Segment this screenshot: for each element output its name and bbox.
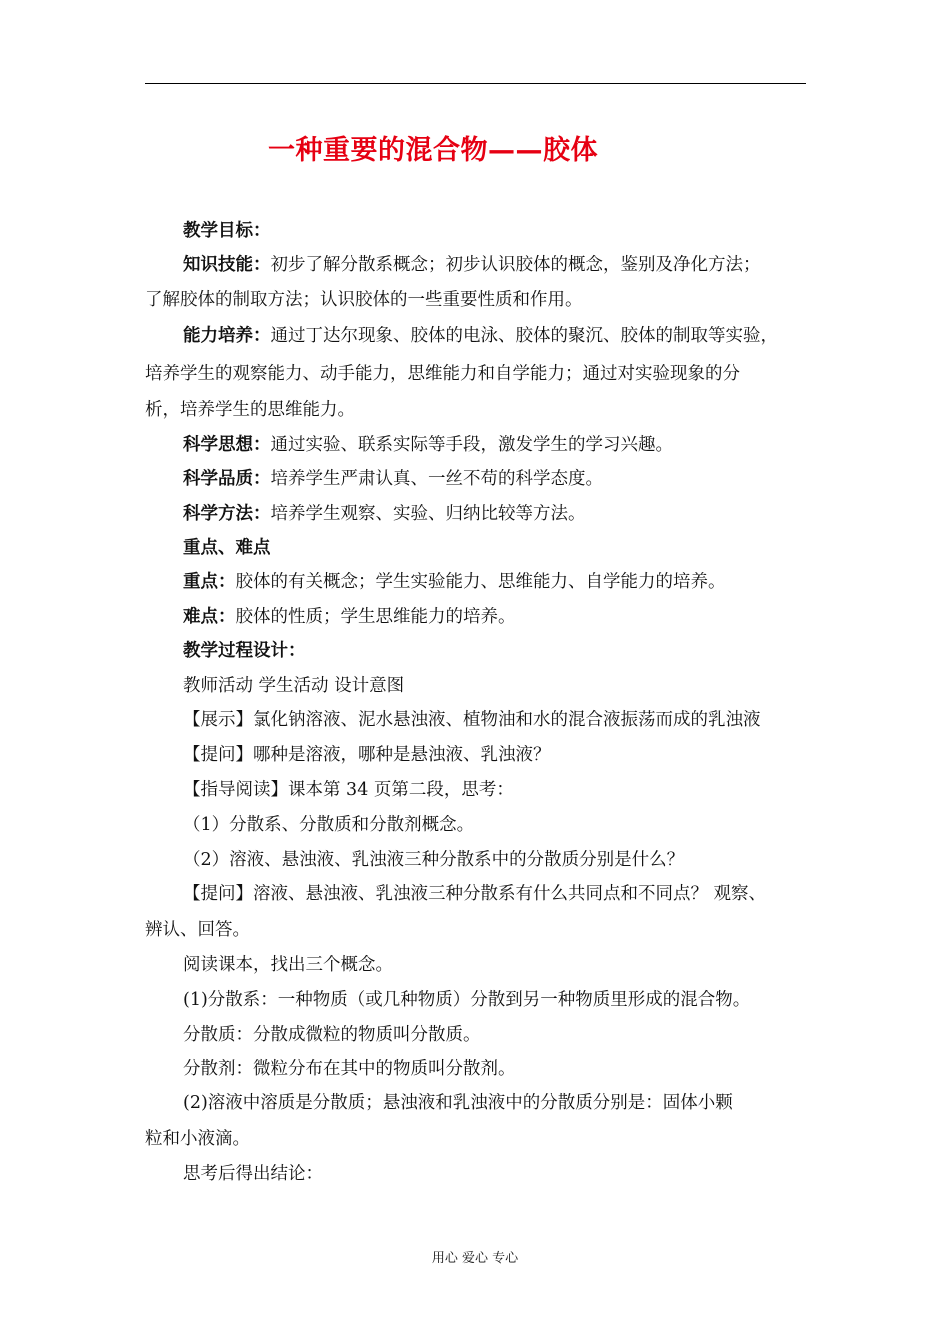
process-line: 粒和小液滴。 xyxy=(145,1129,250,1149)
key-point-text: 胶体的有关概念；学生实验能力、思维能力、自学能力的培养。 xyxy=(235,572,726,592)
process-heading: 教学过程设计： xyxy=(183,641,306,661)
ability-line3: 析，培养学生的思维能力。 xyxy=(145,400,355,420)
scientific-thinking-text: 通过实验、联系实际等手段，激发学生的学习兴趣。 xyxy=(270,435,673,455)
scientific-quality-line xyxy=(183,466,810,492)
key-point-label: 重点： xyxy=(183,572,236,592)
process-line: 分散剂：微粒分布在其中的物质叫分散剂。 xyxy=(183,1059,516,1079)
process-line: （2）溶液、悬浊液、乳浊液三种分散系中的分散质分别是什么？ xyxy=(183,850,685,870)
scientific-quality-text: 培养学生严肃认真、一丝不苟的科学态度。 xyxy=(270,469,603,489)
knowledge-skills-line2: 了解胶体的制取方法；认识胶体的一些重要性质和作用。 xyxy=(145,290,583,310)
ability-label: 能力培养： xyxy=(183,326,271,346)
process-line: 【提问】溶液、悬浊液、乳浊液三种分散系有什么共同点和不同点？ 观察、 xyxy=(183,884,767,904)
keypoints-heading: 重点、难点 xyxy=(183,538,271,558)
key-point-line xyxy=(183,569,810,595)
ability-text: 通过丁达尔现象、胶体的电泳、胶体的聚沉、胶体的制取等实验， xyxy=(270,326,778,346)
scientific-method-line xyxy=(183,501,810,527)
header-rule xyxy=(145,83,806,84)
process-columns: 教师活动 学生活动 设计意图 xyxy=(183,676,405,696)
scientific-method-text: 培养学生观察、实验、归纳比较等方法。 xyxy=(270,504,586,524)
difficult-point-label: 难点： xyxy=(183,607,236,627)
knowledge-skills-line1 xyxy=(183,252,810,278)
scientific-thinking-label: 科学思想： xyxy=(183,435,271,455)
process-line: 思考后得出结论： xyxy=(183,1164,323,1184)
process-line: 【指导阅读】课本第 34 页第二段，思考： xyxy=(183,780,514,800)
process-line: 阅读课本，找出三个概念。 xyxy=(183,955,393,975)
document-title: 一种重要的混合物——胶体 xyxy=(268,135,598,166)
difficult-point-text: 胶体的性质；学生思维能力的培养。 xyxy=(235,607,516,627)
difficult-point-line xyxy=(183,604,810,630)
process-line: 分散质：分散成微粒的物质叫分散质。 xyxy=(183,1025,481,1045)
scientific-quality-label: 科学品质： xyxy=(183,469,271,489)
process-line: 【提问】哪种是溶液，哪种是悬浊液、乳浊液？ xyxy=(183,745,551,765)
page-footer: 用心 爱心 专心 xyxy=(431,1251,519,1266)
scientific-thinking-line xyxy=(183,432,810,458)
knowledge-skills-text: 初步了解分散系概念；初步认识胶体的概念，鉴别及净化方法； xyxy=(270,255,761,275)
process-line: (1)分散系：一种物质（或几种物质）分散到另一种物质里形成的混合物。 xyxy=(183,990,751,1010)
process-line: （1）分散系、分散质和分散剂概念。 xyxy=(183,815,475,835)
process-line: 【展示】氯化钠溶液、泥水悬浊液、植物油和水的混合液振荡而成的乳浊液 xyxy=(183,710,761,730)
objectives-heading: 教学目标： xyxy=(183,221,271,241)
scientific-method-label: 科学方法： xyxy=(183,504,271,524)
ability-line1 xyxy=(183,323,810,349)
knowledge-skills-label: 知识技能： xyxy=(183,255,271,275)
process-line: 辨认、回答。 xyxy=(145,920,250,940)
process-line: (2)溶液中溶质是分散质；悬浊液和乳浊液中的分散质分别是：固体小颗 xyxy=(183,1093,733,1113)
ability-line2: 培养学生的观察能力、动手能力，思维能力和自学能力；通过对实验现象的分 xyxy=(145,364,740,384)
